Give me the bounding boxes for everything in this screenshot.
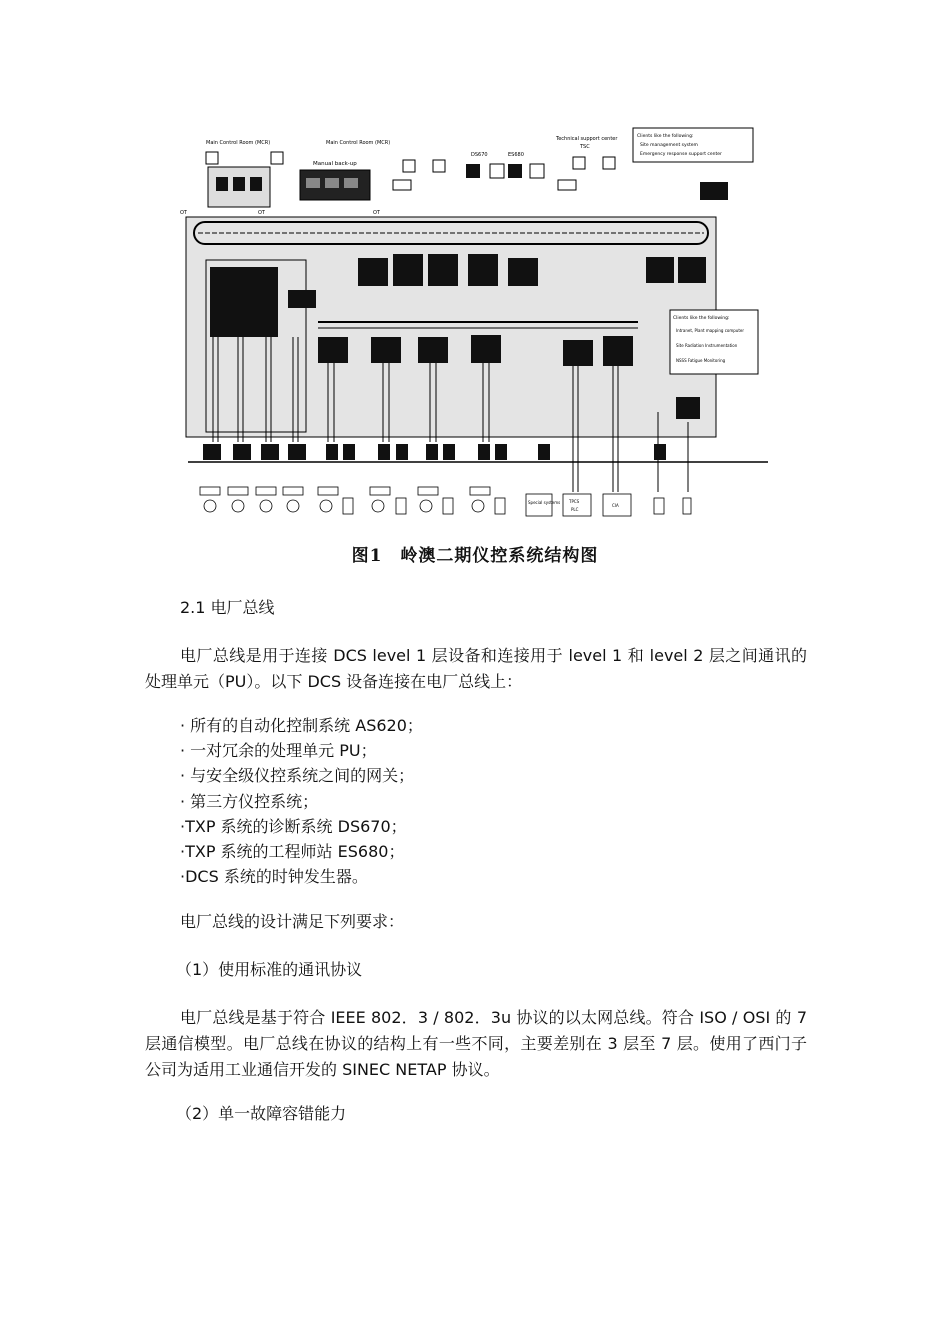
label-tsc-short: TSC	[580, 144, 590, 150]
figure-caption: 图1 岭澳二期仪控系统结构图	[351, 546, 599, 566]
label-ot-mid: OT	[258, 210, 265, 216]
label-ot-left: OT	[180, 210, 187, 216]
requirements-intro: 电厂总线的设计满足下列要求：	[180, 912, 405, 931]
requirement-2-title: （2）单一故障容错能力	[176, 1104, 347, 1123]
side-note-1: Intranet, Plant mapping computer	[676, 328, 745, 333]
label-plc: PLC	[571, 507, 579, 512]
side-note-title: Clients like the following:	[673, 316, 730, 321]
top-note-2: Emergency response support center	[640, 152, 722, 157]
list-item: · 第三方仪控系统；	[180, 791, 319, 811]
top-note-1: Site management system	[640, 143, 698, 148]
label-special-systems: Special systems	[528, 500, 561, 505]
label-cia: CIA	[612, 503, 619, 508]
list-item: · 所有的自动化控制系统 AS620；	[180, 716, 423, 735]
intro-paragraph: 电厂总线是用于连接 DCS level 1 层设备和连接用于 level 1 和 level 2 层之间通讯的处理单元（PU）。以下 DCS 设备连接在电厂总线上：	[145, 646, 807, 691]
list-item: · 一对冗余的处理单元 PU；	[180, 741, 377, 761]
label-tpcs: TPCS	[569, 499, 580, 504]
system-architecture-diagram	[178, 122, 774, 522]
requirement-1-title: （1）使用标准的通讯协议	[176, 960, 363, 979]
list-item: ·TXP 系统的诊断系统 DS670；	[180, 816, 407, 836]
label-tsc: Technical support center	[556, 136, 618, 142]
label-es680: ES680	[508, 152, 524, 158]
label-manual-backup: Manual back-up	[313, 161, 357, 167]
safety-system-block	[210, 267, 278, 337]
list-item: ·DCS 系统的时钟发生器。	[180, 867, 368, 887]
requirement-1-body: 电厂总线是基于符合 IEEE 802．3 / 802．3u 协议的以太网总线。符合 ISO / OSI 的 7 层通信模型。电厂总线在协议的结构上有一些不同，主要差别在 3 层至 7 层。使用了西门子公司为适用工业通信开发的 SINEC NETAP 协议。	[145, 1008, 807, 1079]
label-ds670: DS670	[471, 152, 488, 158]
top-note-title: Clients like the following:	[637, 134, 694, 139]
list-item: · 与安全级仪控系统之间的网关；	[180, 766, 415, 786]
label-ot-right: OT	[373, 210, 380, 216]
section-title: 2.1 电厂总线	[180, 598, 275, 617]
side-note-3: NSSS Fatigue Monitoring	[676, 358, 726, 363]
label-mcr-mid: Main Control Room (MCR)	[326, 140, 391, 146]
list-item: ·TXP 系统的工程师站 ES680；	[180, 842, 405, 862]
device-list	[180, 713, 423, 889]
label-mcr-left: Main Control Room (MCR)	[206, 140, 271, 146]
side-note-2: Site Radiation Instrumentation	[676, 343, 738, 348]
